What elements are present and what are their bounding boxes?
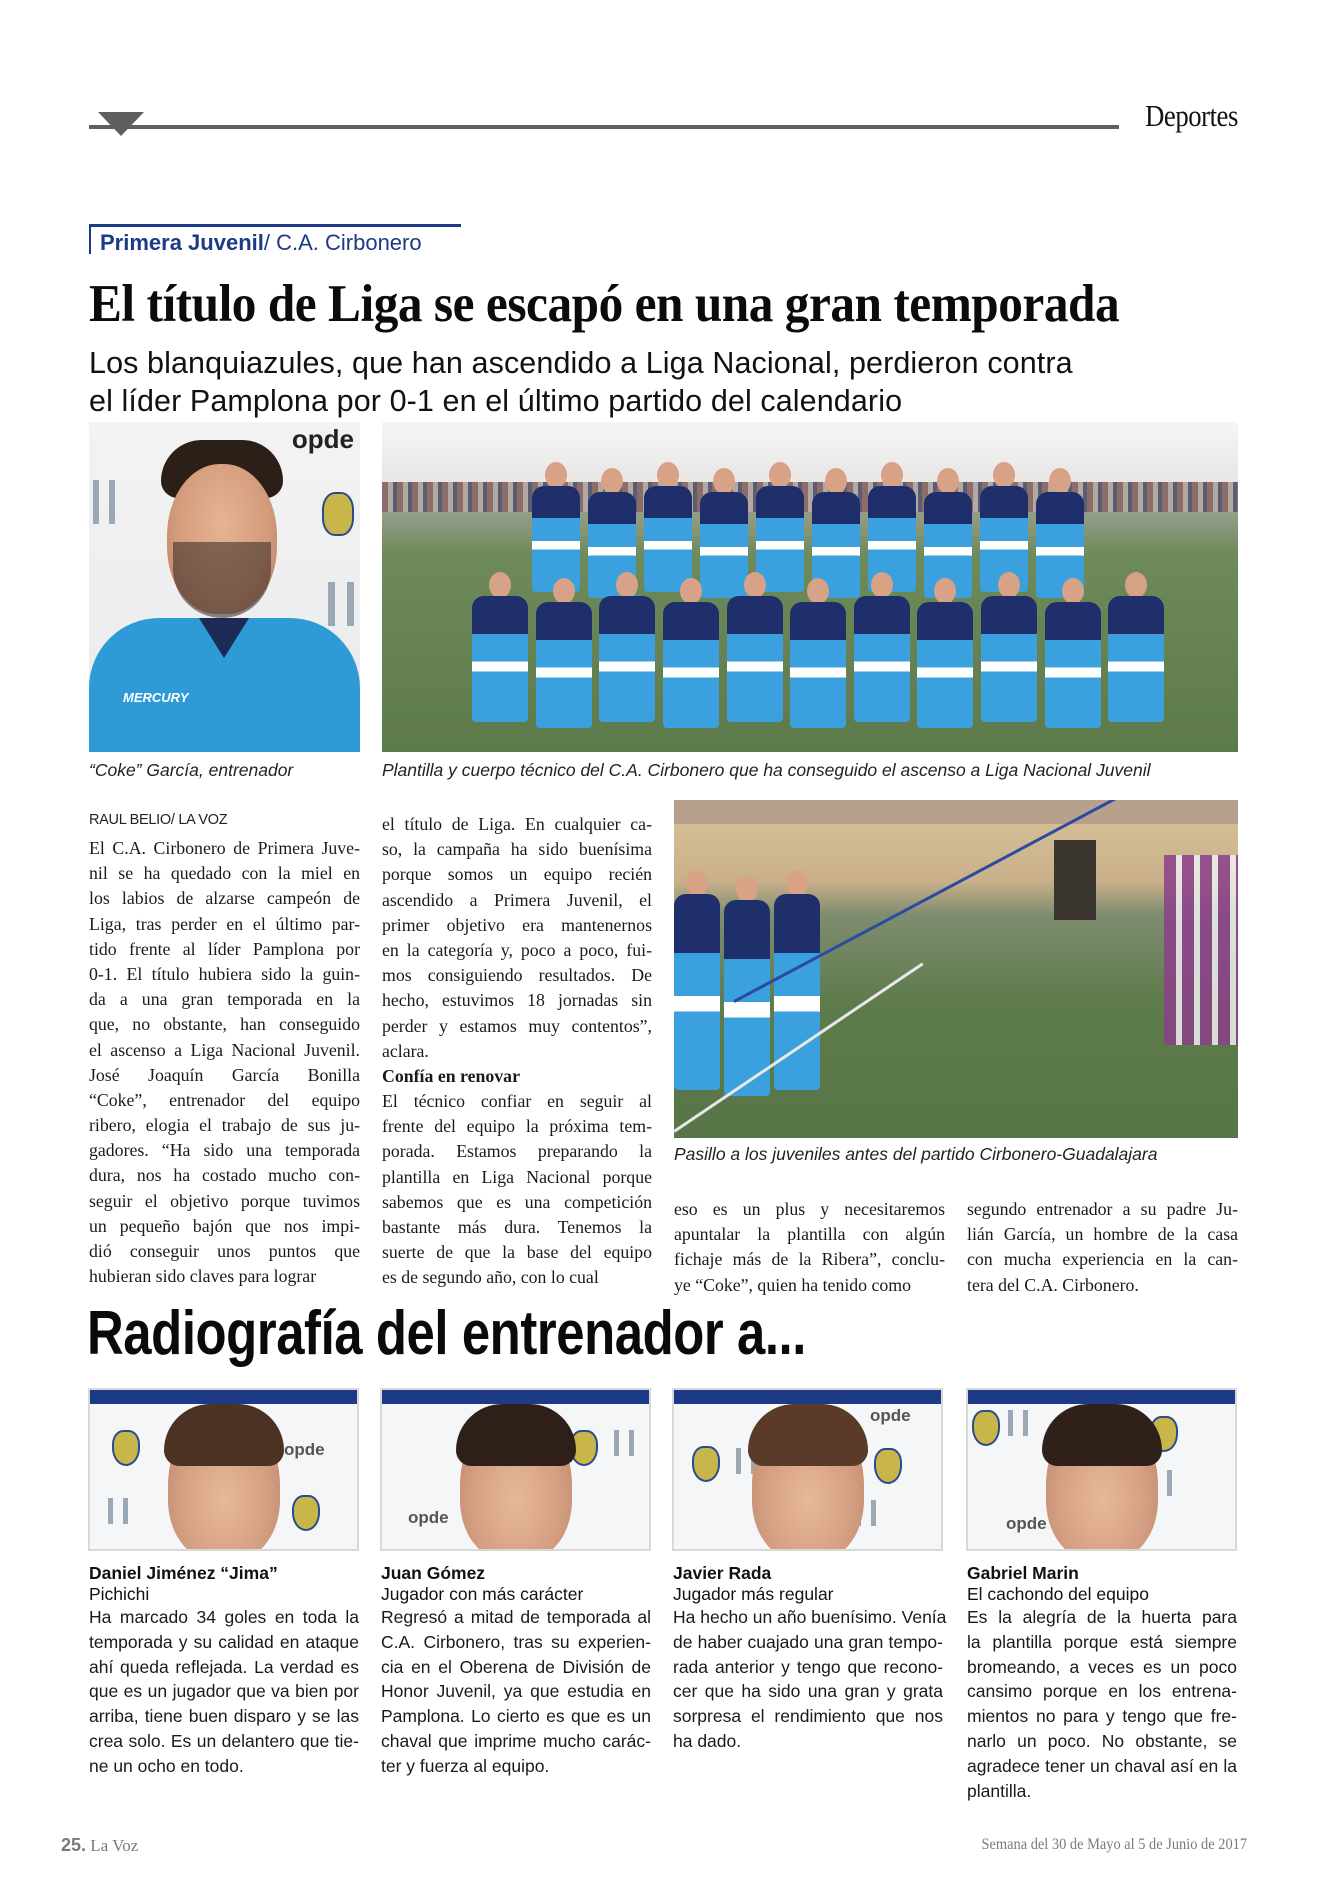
text-line: bastante más dura. Tenemos la [382,1217,652,1237]
player-figure [599,572,655,722]
text-line: plantilla en Liga Nacional porque [382,1166,652,1187]
section-label: Deportes [1145,98,1238,133]
pasillo-opponents [1164,855,1238,1045]
player-figure [917,578,973,728]
text-line: temporada y su calidad en ataque [89,1631,359,1652]
footer-page [61,1835,138,1856]
text-line: narlo un poco. No obstante, se [967,1730,1237,1751]
header-triangle-icon [98,112,144,136]
team-front-row [472,542,1172,732]
club-crest-icon [972,1410,1000,1446]
text-line: Ha hecho un año buenísimo. Venía [673,1607,947,1627]
article-column-3 [674,1197,945,1298]
kicker-category: Primera Juvenil [100,230,264,255]
text-line: eso es un plus y necesitaremos [674,1199,945,1219]
text-line: da a una gran temporada en la [89,989,360,1010]
player-description [381,1605,651,1779]
sponsor-logo-icon [614,1430,634,1456]
player-hair [748,1404,868,1466]
player-photo-juan-gomez [380,1388,651,1551]
pasillo-photo [674,800,1238,1138]
radiografia-title: Radiografía del entrenador a... [87,1299,806,1368]
text-line: lián García, un hombre de la casa [967,1224,1238,1245]
player-name: Gabriel Marin [967,1563,1079,1583]
header-rule [89,125,1119,129]
player-role: Jugador con más carácter [381,1584,584,1604]
player-profile-3 [673,1563,947,1754]
club-crest-icon [112,1430,140,1466]
team-photo [382,422,1238,752]
club-crest-icon [292,1495,320,1531]
player-profile-2 [381,1563,652,1779]
text-line: porada. Estamos preparando la [382,1141,652,1162]
publication-name: La Voz [90,1836,139,1855]
text-line: ye “Coke”, quien ha tenido como [674,1274,912,1295]
text-line: cer que ha sido una gran y grata [673,1681,943,1702]
player-role: Pichichi [89,1584,150,1604]
text-line: Regresó a mitad de temporada al [381,1607,651,1627]
text-line: un pequeño bajón que nos impi- [89,1215,360,1236]
text-line: ter y fuerza al equipo. [381,1755,550,1776]
player-description [673,1605,947,1754]
text-line: ne un ocho en todo. [89,1755,244,1776]
club-crest-icon [692,1446,720,1482]
player-photo-javier-rada [672,1388,943,1551]
pasillo-door [1054,840,1096,920]
player-description [89,1605,359,1779]
text-line: que es un jugador que va bien por [89,1681,359,1702]
text-line: que, no obstante, han conseguido [89,1014,360,1035]
text-line: hubieran sido claves para lograr [89,1266,317,1287]
backdrop-logo: opde [870,1406,911,1425]
text-line: tido frente al líder Pamplona por [89,938,360,959]
text-line: tera del C.A. Cirbonero. [967,1274,1139,1295]
byline: RAUL BELIO/ LA VOZ [89,812,228,828]
headline: El título de Liga se escapó en una gran temporada [89,275,1120,333]
text-line: el ascenso a Liga Nacional Juvenil. [89,1039,360,1060]
text-line: gadores. “Ha sido una temporada [89,1140,360,1161]
coach-photo [89,422,360,752]
text-line: José Joaquín García Bonilla [89,1064,360,1085]
subhead-line-2: el líder Pamplona por 0-1 en el último partido del calendario [89,384,903,418]
player-figure [472,572,528,722]
shirt-brand: MERCURY [123,690,189,705]
backdrop-logo: opde [284,1440,325,1459]
text-line: El técnico confiar en seguir al [382,1091,652,1112]
text-line: agradece tener un chaval así en la [967,1755,1237,1776]
photo-top-bar [382,1390,649,1404]
coach-photo-caption: “Coke” García, entrenador [89,760,294,780]
text-line: sorpresa el rendimiento que nos [673,1706,943,1727]
text-line: plantilla. [967,1780,1032,1801]
text-line: bromeando, a veces es un poco [967,1656,1237,1677]
text-line: perder y estamos muy contentos”, [382,1015,652,1036]
text-line: Ha marcado 34 goles en toda la [89,1607,359,1627]
article-column-1 [89,836,360,1289]
text-line: es de segundo año, con lo cual [382,1267,599,1288]
text-line: ha dado. [673,1730,742,1751]
text-line: la plantilla porque está siempre [967,1631,1237,1652]
player-figure [727,572,783,722]
sponsor-logo-icon [1008,1410,1028,1436]
text-line: con mucha experiencia en la can- [967,1249,1238,1270]
article-subheading: Confía en renovar [382,1065,520,1086]
text-line: en la categoría y, poco a poco, fui- [382,939,652,960]
text-line: primer objetivo era mantenernos [382,914,652,935]
text-line: porque somos un equipo recién [382,864,652,885]
player-hair [456,1404,576,1466]
player-role: El cachondo del equipo [967,1584,1149,1604]
kicker [89,224,461,254]
text-line: chaval que imprime mucho carác- [381,1730,651,1751]
text-line: Es la alegría de la huerta para [967,1607,1237,1627]
text-line: segundo entrenador a su padre Ju- [967,1199,1238,1219]
text-line: apuntalar la plantilla con algún [674,1224,945,1245]
player-photo-gabriel-marin [966,1388,1237,1551]
backdrop-logo: opde [291,424,354,454]
player-name: Daniel Jiménez “Jima” [89,1563,278,1583]
text-line: so, la campaña ha sido buenísima [382,839,652,860]
text-line: aclara. [382,1040,429,1061]
text-line: C.A. Cirbonero, tras su experien- [381,1631,651,1652]
photo-top-bar [968,1390,1235,1404]
text-line: el título de Liga. En cualquier ca- [382,814,652,834]
article-column-4 [967,1197,1238,1298]
text-line: rada anterior y tengo que recono- [673,1656,943,1677]
text-line: mientos no para y tengo que fre- [967,1706,1237,1727]
coach-beard [173,542,271,618]
pasillo-roof [674,800,1238,824]
text-line: nil se ha quedado con la miel en [89,863,360,884]
player-profile-4 [967,1563,1238,1803]
player-figure [1108,572,1164,722]
text-line: frente del equipo la próxima tem- [382,1116,652,1137]
player-profile-1 [89,1563,360,1779]
text-line: arriba, tiene buen disparo y se las [89,1706,359,1727]
article-column-2 [382,812,652,1291]
backdrop-logo: opde [1006,1514,1047,1533]
text-line: suerte de que la base del equipo [382,1242,652,1263]
text-line: cia en el Oberena de División de [381,1656,651,1677]
player-figure [674,870,720,1090]
text-line: El C.A. Cirbonero de Primera Juve- [89,838,360,858]
article-column-2-part-1 [382,812,652,1064]
text-line: ahí queda reflejada. La verdad es [89,1656,359,1677]
photo-top-bar [674,1390,941,1404]
text-line: Honor Juvenil, ya que estudia en [381,1681,651,1702]
article-column-2-part-2 [382,1089,652,1291]
player-hair [1042,1404,1162,1466]
player-figure [663,578,719,728]
text-line: ribero, elogia el trabajo de sus ju- [89,1115,360,1136]
text-line: de haber cuajado una gran tempo- [673,1631,943,1652]
text-line: crea solo. Es un delantero que tie- [89,1730,359,1751]
text-line: fichaje más de la Ribera”, conclu- [674,1249,945,1270]
text-line: dió conseguir unos puntos que [89,1241,360,1261]
text-line: los labios de alzarse campeón de [89,888,360,909]
text-line: cansimo porque en los entrena- [967,1681,1237,1702]
footer-date: Semana del 30 de Mayo al 5 de Junio de 2017 [981,1836,1247,1853]
club-crest-icon [322,492,354,536]
text-line: hecho, estuvimos 18 jornadas sin [382,990,652,1011]
sponsor-logo-icon [328,582,354,626]
text-line: seguir el objetivo porque tuvimos [89,1190,360,1211]
sponsor-logo-icon [108,1498,128,1524]
player-description [967,1605,1237,1803]
player-role: Jugador más regular [673,1584,834,1604]
text-line: mos consiguiendo resultados. De [382,965,652,986]
player-name: Javier Rada [673,1563,772,1583]
player-figure [854,572,910,722]
text-line: sabemos que es una competición [382,1191,652,1212]
text-line: Pamplona. Lo cierto es que es un [381,1706,651,1727]
kicker-team: / C.A. Cirbonero [263,230,422,255]
backdrop-logo: opde [408,1508,449,1527]
player-photo-jima [88,1388,359,1551]
player-hair [164,1404,284,1466]
player-figure [981,572,1037,722]
player-name: Juan Gómez [381,1563,486,1583]
text-line: Liga, tras perder en el último par- [89,913,360,934]
text-line: ascendido a Primera Juvenil, el [382,889,652,910]
page-number: 25. [61,1835,87,1855]
text-line: 0-1. El título hubiera sido la guin- [89,963,360,984]
team-photo-caption: Plantilla y cuerpo técnico del C.A. Cirbonero que ha conseguido el ascenso a Liga Nacional Juvenil [382,760,1151,780]
photo-top-bar [90,1390,357,1404]
club-crest-icon [874,1448,902,1484]
sponsor-logo-icon [93,480,115,524]
text-line: dura, nos ha costado mucho con- [89,1165,360,1186]
subhead-line-1: Los blanquiazules, que han ascendido a Liga Nacional, perdieron contra [89,346,1073,380]
player-figure [790,578,846,728]
text-line: “Coke”, entrenador del equipo [89,1089,360,1110]
pasillo-photo-caption: Pasillo a los juveniles antes del partido Cirbonero-Guadalajara [674,1144,1158,1164]
player-figure [1045,578,1101,728]
player-figure [536,578,592,728]
